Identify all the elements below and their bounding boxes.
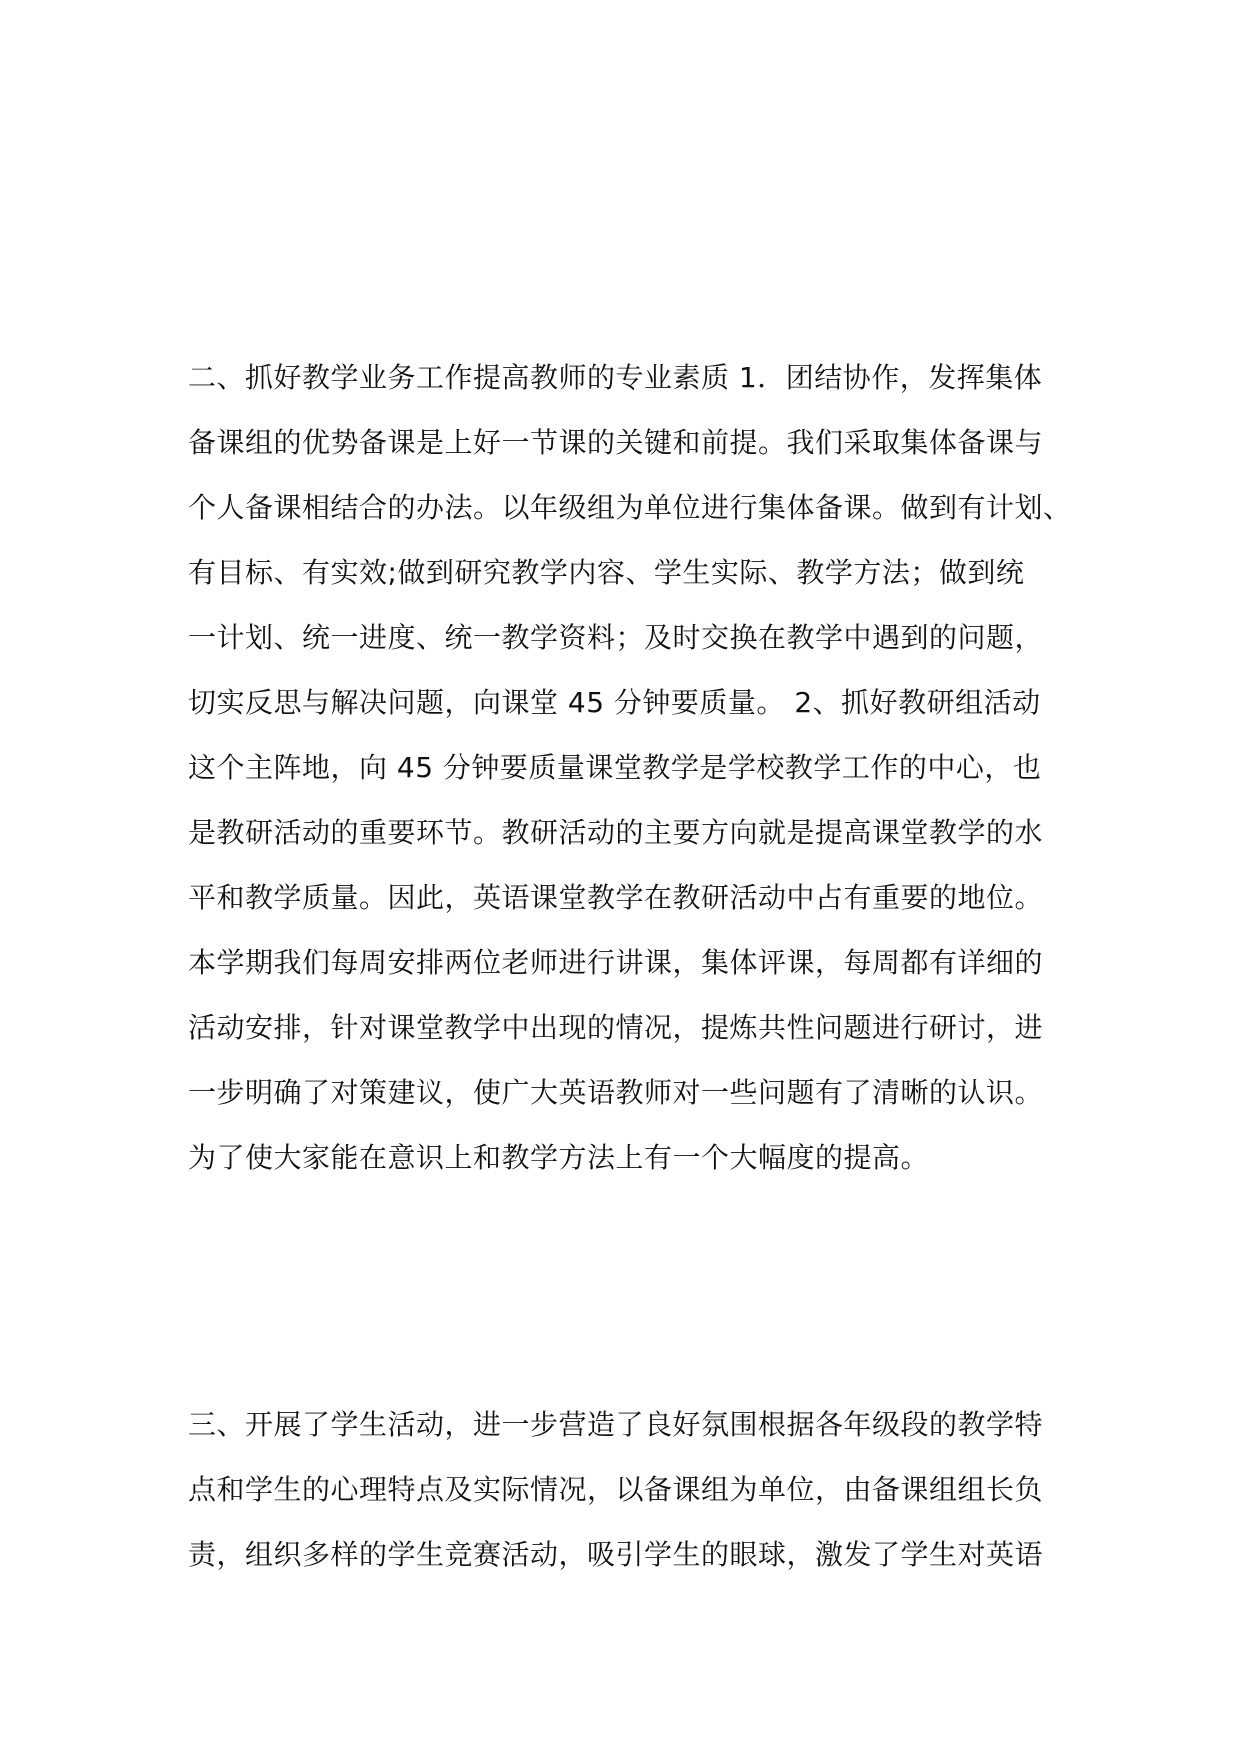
text-line: 活动安排，针对课堂教学中出现的情况，提炼共性问题进行研讨，进 bbox=[188, 1011, 1044, 1044]
text-line: 一步明确了对策建议，使广大英语教师对一些问题有了清晰的认识。 bbox=[188, 1076, 1044, 1109]
text-line: 有目标、有实效;做到研究教学内容、学生实际、教学方法；做到统 bbox=[188, 556, 1025, 589]
text-line: 平和教学质量。因此，英语课堂教学在教研活动中占有重要的地位。 bbox=[188, 881, 1044, 914]
text-line: 点和学生的心理特点及实际情况，以备课组为单位，由备课组组长负 bbox=[188, 1473, 1044, 1506]
text-line: 二、抓好教学业务工作提高教师的专业素质 1．团结协作，发挥集体 bbox=[188, 361, 1043, 394]
text-line: 本学期我们每周安排两位老师进行讲课，集体评课，每周都有详细的 bbox=[188, 946, 1044, 979]
text-line: 三、开展了学生活动，进一步营造了良好氛围根据各年级段的教学特 bbox=[188, 1408, 1044, 1441]
text-line: 个人备课相结合的办法。以年级组为单位进行集体备课。做到有计划、 bbox=[188, 491, 1072, 524]
text-line: 备课组的优势备课是上好一节课的关键和前提。我们采取集体备课与 bbox=[188, 426, 1044, 459]
paragraph-section-three bbox=[188, 1392, 1088, 1587]
text-line: 一计划、统一进度、统一教学资料；及时交换在教学中遇到的问题， bbox=[188, 621, 1044, 654]
text-line: 切实反思与解决问题，向课堂 45 分钟要质量。 2、抓好教研组活动 bbox=[188, 686, 1041, 719]
text-line: 责，组织多样的学生竞赛活动，吸引学生的眼球，激发了学生对英语 bbox=[188, 1538, 1044, 1571]
text-line: 这个主阵地，向 45 分钟要质量课堂教学是学校教学工作的中心，也 bbox=[188, 751, 1042, 784]
paragraph-section-two bbox=[188, 345, 1088, 1190]
text-line: 为了使大家能在意识上和教学方法上有一个大幅度的提高。 bbox=[188, 1141, 930, 1174]
text-line: 是教研活动的重要环节。教研活动的主要方向就是提高课堂教学的水 bbox=[188, 816, 1044, 849]
